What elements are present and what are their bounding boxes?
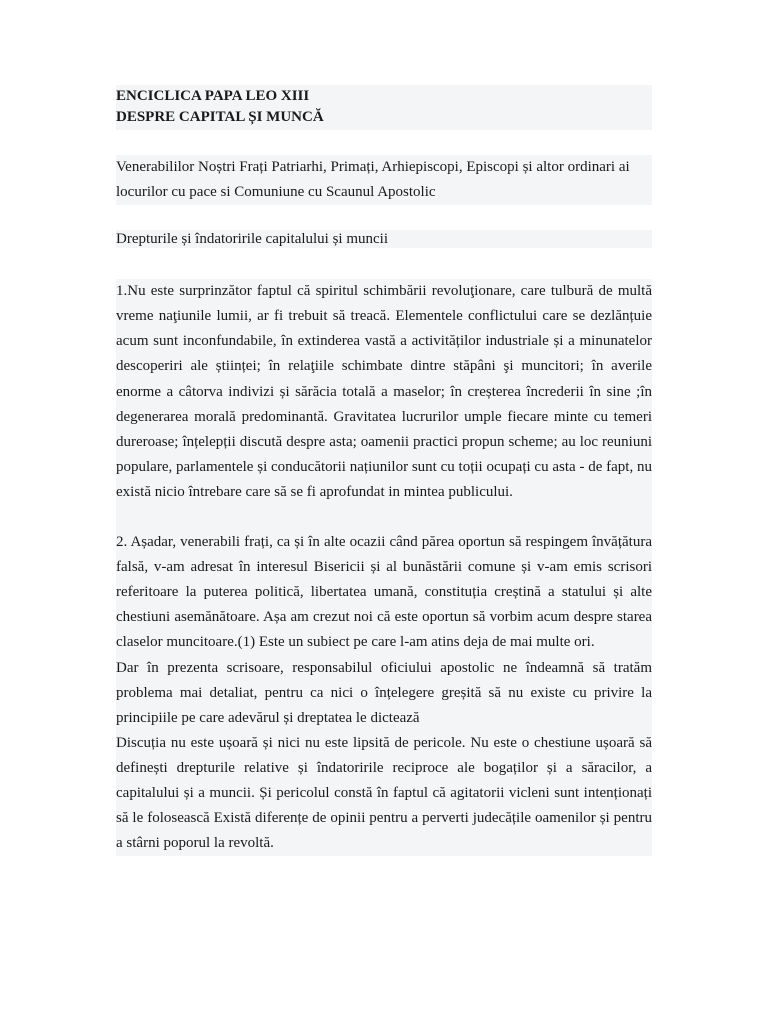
- title-line-1: ENCICLICA PAPA LEO XIII: [116, 88, 310, 104]
- spacer: [116, 505, 652, 530]
- document-title: [116, 85, 652, 130]
- paragraph-4: Discuția nu este ușoară și nici nu este lipsită de pericole. Nu este o chestiune ușoară să definești drepturile relative și îndatoririle reciproce ale bogaților și a săracilor, a capitalului și a muncii. Și pericolul constă în faptul că agitatorii vicleni sunt intenționați să le folosească Există diferențe de opinii pentru a perverti judecățile oamenilor și pentru a stârni poporul la revoltă.: [116, 731, 652, 856]
- spacer: [116, 205, 652, 230]
- paragraph-2: 2. Așadar, venerabili frați, ca și în alte ocazii când părea oportun să respingem învățătura falsă, v-am adresat în interesul Bisericii și al bunăstării comune și v-am emis scrisori referitoare la puterea politică, libertatea umană, constituția creștină a statului și alte chestiuni asemănătoare. Așa am crezut noi că este oportun să vorbim acum despre starea claselor muncitoare.(1) Este un subiect pe care l-am atins deja de mai multe ori.: [116, 530, 652, 655]
- spacer: [116, 130, 652, 155]
- title-line-2: DESPRE CAPITAL ȘI MUNCĂ: [116, 109, 324, 125]
- section-subtitle: Drepturile și îndatoririle capitalului și muncii: [116, 230, 652, 248]
- spacer: [116, 248, 652, 279]
- paragraph-3: Dar în prezenta scrisoare, responsabilul oficiului apostolic ne îndeamnă să tratăm problema mai detaliat, pentru ca nici o înțelegere greșită să nu existe cu privire la principiile pe care adevărul și dreptatea le dictează: [116, 656, 652, 731]
- paragraph-1: 1.Nu este surprinzător faptul că spiritul schimbării revoluţionare, care tulbură de multă vreme naţiunile lumii, ar fi trebuit să treacă. Elementele conflictului care se dezlănțuie acum sunt inconfundabile, în extinderea vastă a activităților industriale și a minunatelor descoperiri ale științei; în relaţiile schimbate dintre stăpâni şi muncitori; în averile enorme a câtorva indivizi și sărăcia totală a maselor; în creșterea încrederii în sine ;în degenerarea morală predominantă. Gravitatea lucrurilor umple fiecare minte cu temeri dureroase; înțelepții discută despre asta; oamenii practici propun scheme; au loc reuniuni populare, parlamentele și conducătorii națiunilor sunt cu toții ocupați cu asta - de fapt, nu există nicio întrebare care să se fi aprofundat in mintea publicului.: [116, 279, 652, 505]
- document-page: [116, 85, 652, 856]
- salutation-paragraph: Venerabililor Noștri Frați Patriarhi, Primați, Arhiepiscopi, Episcopi și altor ordinari ai locurilor cu pace si Comuniune cu Scaunul Apostolic: [116, 155, 652, 205]
